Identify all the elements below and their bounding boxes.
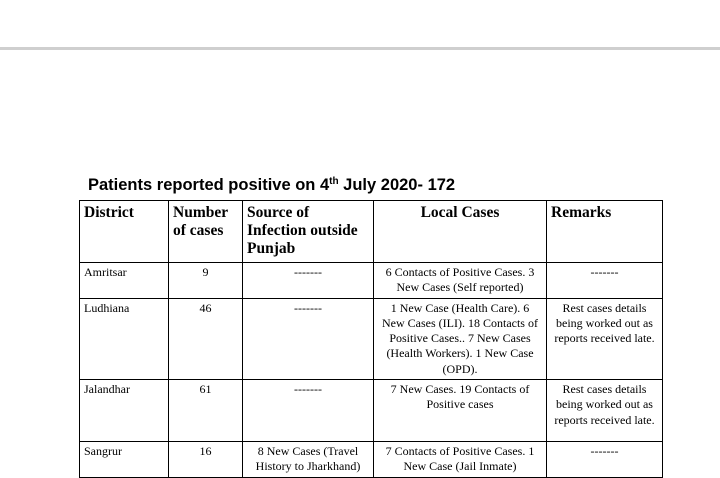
cell-source: 8 New Cases (Travel History to Jharkhand)	[243, 442, 374, 478]
table-row	[80, 442, 663, 478]
cell-number: 46	[169, 298, 243, 379]
cases-table	[79, 200, 663, 478]
title-prefix: Patients reported positive on 4	[88, 176, 330, 194]
table-header-row	[80, 201, 663, 263]
header-remarks: Remarks	[547, 201, 663, 263]
cell-district: Amritsar	[80, 263, 169, 299]
top-divider	[0, 47, 720, 50]
table-row	[80, 263, 663, 299]
header-number-of-cases: Number of cases	[169, 201, 243, 263]
header-district: District	[80, 201, 169, 263]
cell-local-cases: 7 Contacts of Positive Cases. 1 New Case (Jail Inmate)	[374, 442, 547, 478]
title-suffix: July 2020- 172	[338, 176, 456, 194]
cell-remarks: Rest cases details being worked out as reports received late.	[547, 298, 663, 379]
title-superscript: th	[329, 176, 339, 187]
cell-remarks: -------	[547, 442, 663, 478]
cell-district: Sangrur	[80, 442, 169, 478]
table-row	[80, 298, 663, 379]
cell-number: 61	[169, 380, 243, 442]
cell-source: -------	[243, 298, 374, 379]
cell-local-cases: 1 New Case (Health Care). 6 New Cases (ILI). 18 Contacts of Positive Cases.. 7 New Cases (Health Workers). 1 New Case (OPD).	[374, 298, 547, 379]
cell-district: Ludhiana	[80, 298, 169, 379]
cell-source: -------	[243, 263, 374, 299]
header-local-cases: Local Cases	[374, 201, 547, 263]
cell-remarks: Rest cases details being worked out as reports received late.	[547, 380, 663, 442]
table-row	[80, 380, 663, 442]
cell-number: 9	[169, 263, 243, 299]
cell-source: -------	[243, 380, 374, 442]
page-title	[88, 176, 455, 195]
cell-number: 16	[169, 442, 243, 478]
cell-local-cases: 6 Contacts of Positive Cases. 3 New Cases (Self reported)	[374, 263, 547, 299]
cell-local-cases: 7 New Cases. 19 Contacts of Positive cases	[374, 380, 547, 442]
header-source-of-infection: Source of Infection outside Punjab	[243, 201, 374, 263]
cell-district: Jalandhar	[80, 380, 169, 442]
cell-remarks: -------	[547, 263, 663, 299]
